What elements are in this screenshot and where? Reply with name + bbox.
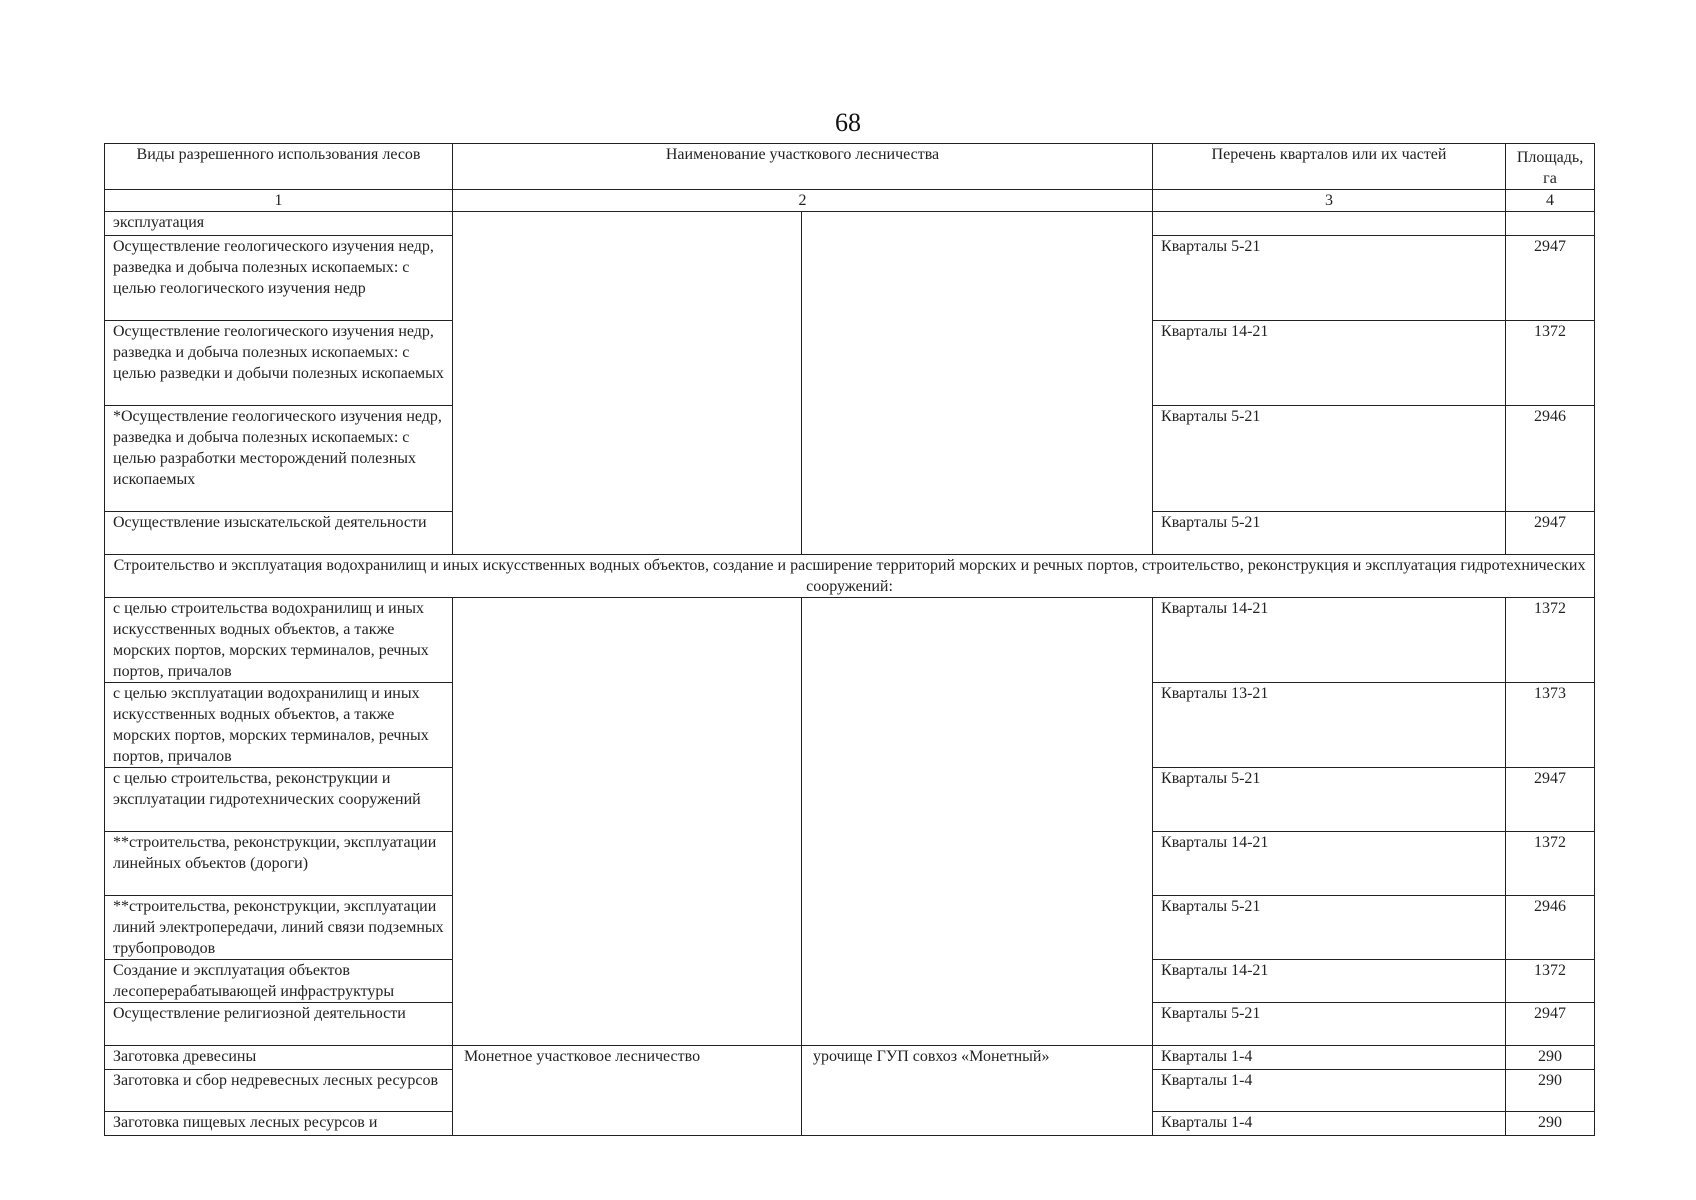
forestry-cell <box>453 1003 802 1046</box>
column-numbers-row <box>105 190 1595 212</box>
table-row <box>105 212 1595 236</box>
column-number-1: 1 <box>105 190 453 212</box>
forestry-cell <box>453 212 802 236</box>
header-quarters-list: Перечень кварталов или их частей <box>1153 144 1506 190</box>
quarters-cell: Кварталы 1-4 <box>1153 1046 1506 1070</box>
area-cell: 2946 <box>1506 406 1595 512</box>
use-type-cell: с целью строительства водохранилищ и иных искусственных водных объектов, а также морских портов, морских терминалов, речных портов, причалов <box>105 598 453 683</box>
forestry-cell <box>453 896 802 960</box>
tract-cell <box>802 960 1153 1003</box>
table-row <box>105 1046 1595 1070</box>
tract-cell <box>802 768 1153 832</box>
forestry-cell <box>453 1070 802 1112</box>
area-cell: 1372 <box>1506 321 1595 406</box>
area-cell: 2947 <box>1506 768 1595 832</box>
area-cell: 1372 <box>1506 960 1595 1003</box>
table-row <box>105 768 1595 832</box>
table-row <box>105 406 1595 512</box>
use-type-cell: Заготовка древесины <box>105 1046 453 1070</box>
use-type-cell: Осуществление изыскательской деятельности <box>105 512 453 555</box>
table-row <box>105 1112 1595 1136</box>
use-type-cell: **строительства, реконструкции, эксплуатации линий электропередачи, линий связи подземных трубопроводов <box>105 896 453 960</box>
use-type-cell: Заготовка пищевых лесных ресурсов и <box>105 1112 453 1136</box>
tract-cell <box>802 321 1153 406</box>
tract-cell <box>802 896 1153 960</box>
use-type-cell: **строительства, реконструкции, эксплуатации линейных объектов (дороги) <box>105 832 453 896</box>
tract-cell <box>802 1003 1153 1046</box>
column-number-4: 4 <box>1506 190 1595 212</box>
tract-cell <box>802 212 1153 236</box>
quarters-cell: Кварталы 1-4 <box>1153 1070 1506 1112</box>
tract-cell <box>802 683 1153 768</box>
table-header-row <box>105 144 1595 190</box>
header-forest-use-types: Виды разрешенного использования лесов <box>105 144 453 190</box>
area-cell: 290 <box>1506 1112 1595 1136</box>
quarters-cell <box>1153 212 1506 236</box>
table-row <box>105 598 1595 683</box>
quarters-cell: Кварталы 14-21 <box>1153 832 1506 896</box>
table-row <box>105 960 1595 1003</box>
quarters-cell: Кварталы 5-21 <box>1153 768 1506 832</box>
area-cell <box>1506 212 1595 236</box>
use-type-cell: Создание и эксплуатация объектов лесоперерабатывающей инфраструктуры <box>105 960 453 1003</box>
header-forestry-name: Наименование участкового лесничества <box>453 144 1153 190</box>
use-type-cell: с целью строительства, реконструкции и эксплуатации гидротехнических сооружений <box>105 768 453 832</box>
tract-cell <box>802 598 1153 683</box>
quarters-cell: Кварталы 5-21 <box>1153 512 1506 555</box>
forestry-cell <box>453 236 802 321</box>
use-type-cell: с целью эксплуатации водохранилищ и иных искусственных водных объектов, а также морских портов, морских терминалов, речных портов, причалов <box>105 683 453 768</box>
forestry-cell <box>453 768 802 832</box>
area-cell: 2947 <box>1506 236 1595 321</box>
forestry-cell <box>453 960 802 1003</box>
forestry-cell <box>453 832 802 896</box>
area-cell: 1372 <box>1506 832 1595 896</box>
column-number-2: 2 <box>453 190 1153 212</box>
use-type-cell: эксплуатация <box>105 212 453 236</box>
quarters-cell: Кварталы 5-21 <box>1153 1003 1506 1046</box>
tract-cell <box>802 1070 1153 1112</box>
quarters-cell: Кварталы 1-4 <box>1153 1112 1506 1136</box>
area-cell: 290 <box>1506 1046 1595 1070</box>
use-type-cell: Осуществление религиозной деятельности <box>105 1003 453 1046</box>
tract-cell <box>802 1112 1153 1136</box>
quarters-cell: Кварталы 5-21 <box>1153 896 1506 960</box>
tract-cell <box>802 406 1153 512</box>
area-cell: 2946 <box>1506 896 1595 960</box>
section-heading: Строительство и эксплуатация водохранилищ и иных искусственных водных объектов, создание и расширение территорий морских и речных портов, строительство, реконструкция и эксплуатация гидротехнических сооружений: <box>105 555 1595 598</box>
table-row <box>105 896 1595 960</box>
table-row <box>105 1003 1595 1046</box>
forestry-cell: Монетное участковое лесничество <box>453 1046 802 1070</box>
table-row <box>105 512 1595 555</box>
forestry-cell <box>453 512 802 555</box>
table-row <box>105 683 1595 768</box>
tract-cell: урочище ГУП совхоз «Монетный» <box>802 1046 1153 1070</box>
forestry-cell <box>453 683 802 768</box>
quarters-cell: Кварталы 14-21 <box>1153 598 1506 683</box>
forestry-cell <box>453 321 802 406</box>
area-cell: 1372 <box>1506 598 1595 683</box>
use-type-cell: *Осуществление геологического изучения недр, разведка и добыча полезных ископаемых: с целью разработки месторождений полезных ископаемых <box>105 406 453 512</box>
forestry-cell <box>453 1112 802 1136</box>
area-cell: 2947 <box>1506 1003 1595 1046</box>
quarters-cell: Кварталы 5-21 <box>1153 406 1506 512</box>
quarters-cell: Кварталы 13-21 <box>1153 683 1506 768</box>
quarters-cell: Кварталы 14-21 <box>1153 960 1506 1003</box>
quarters-cell: Кварталы 5-21 <box>1153 236 1506 321</box>
column-number-3: 3 <box>1153 190 1506 212</box>
table-row <box>105 321 1595 406</box>
area-cell: 1373 <box>1506 683 1595 768</box>
tract-cell <box>802 236 1153 321</box>
forestry-cell <box>453 598 802 683</box>
table-row <box>105 832 1595 896</box>
quarters-cell: Кварталы 14-21 <box>1153 321 1506 406</box>
table-row <box>105 1070 1595 1112</box>
forest-use-table <box>104 143 1595 1136</box>
table-row <box>105 236 1595 321</box>
area-cell: 290 <box>1506 1070 1595 1112</box>
page-number: 68 <box>835 108 861 137</box>
use-type-cell: Осуществление геологического изучения недр, разведка и добыча полезных ископаемых: с целью разведки и добычи полезных ископаемых <box>105 321 453 406</box>
use-type-cell: Осуществление геологического изучения недр, разведка и добыча полезных ископаемых: с целью геологического изучения недр <box>105 236 453 321</box>
tract-cell <box>802 512 1153 555</box>
tract-cell <box>802 832 1153 896</box>
use-type-cell: Заготовка и сбор недревесных лесных ресурсов <box>105 1070 453 1112</box>
forestry-cell <box>453 406 802 512</box>
header-area: Площадь, га <box>1506 144 1595 190</box>
area-cell: 2947 <box>1506 512 1595 555</box>
section-heading-row <box>105 555 1595 598</box>
